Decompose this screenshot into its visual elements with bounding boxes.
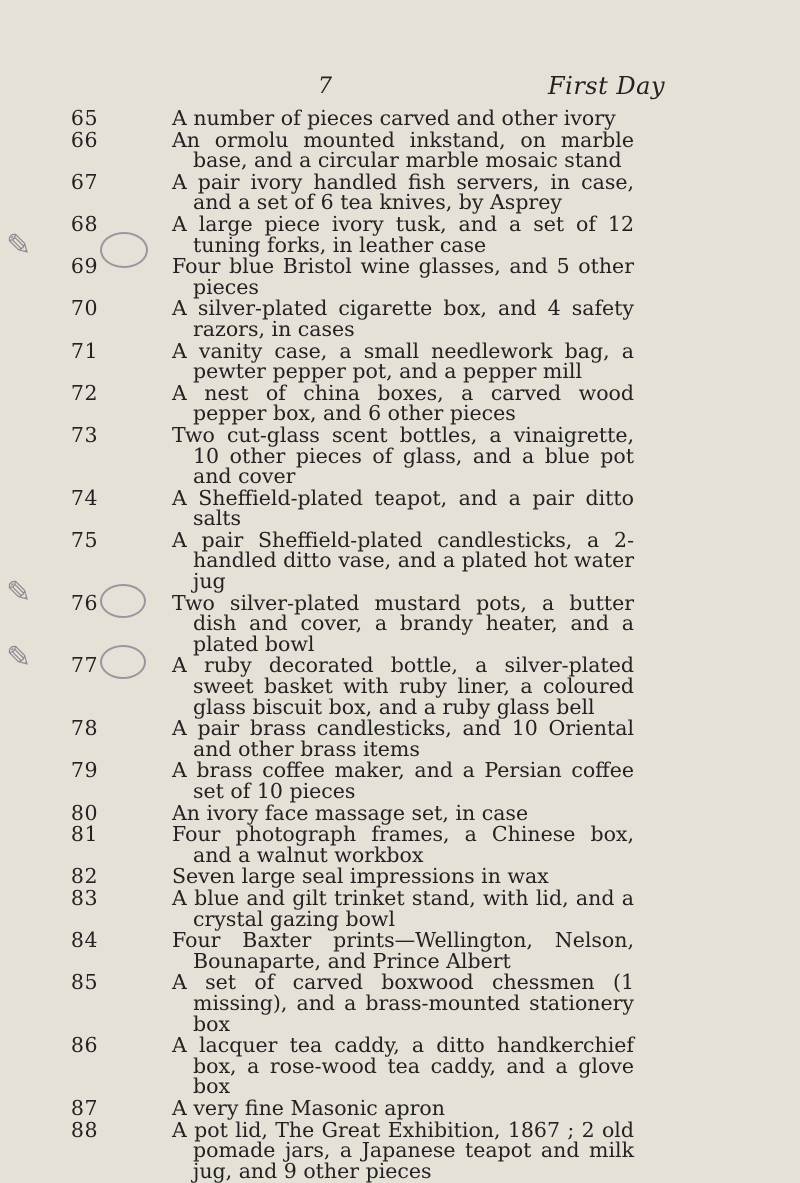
lot-description: A pair Sheffield-plated candlesticks, a 2-handled ditto vase, and a plated hot water jug [172, 527, 634, 594]
lot-item [0, 338, 800, 384]
lot-description: A pair ivory handled fish servers, in case, and a set of 6 tea knives, by Asprey [172, 169, 634, 215]
lot-item [0, 1117, 800, 1183]
lot-number: 81 [70, 822, 98, 847]
lot-number: 69 [70, 254, 98, 279]
lot-description: A pair brass candlesticks, and 10 Oriental and other brass items [172, 716, 634, 761]
lot-description: A ruby decorated bottle, a silver-plated sweet basket with ruby liner, a coloured glass biscuit box, and a ruby glass bell [172, 653, 634, 719]
lot-number: 65 [70, 106, 98, 130]
lot-description: A silver-plated cigarette box, and 4 safety razors, in cases [172, 296, 634, 341]
lot-item [0, 800, 800, 825]
lot-number: 68 [70, 211, 98, 236]
lot-number: 83 [70, 885, 98, 910]
handwritten-mark-left-2: ✎ [6, 575, 32, 610]
lot-number: 79 [70, 758, 98, 783]
lot-number: 67 [70, 169, 98, 194]
lot-item [0, 256, 800, 297]
lot-description: Four photograph frames, a Chinese box, and a walnut workbox [172, 822, 634, 867]
lot-item [0, 380, 800, 426]
lot-item [0, 298, 800, 339]
lot-item [0, 127, 800, 173]
lot-description: A number of pieces carved and other ivory [172, 106, 616, 130]
lot-item [0, 527, 800, 594]
lot-item [0, 108, 800, 129]
page-title: First Day [548, 72, 665, 100]
lot-number: 71 [70, 338, 98, 363]
handwritten-mark-left-3: ✎ [6, 640, 32, 675]
lot-number: 84 [70, 928, 98, 953]
lot-item [0, 1035, 800, 1097]
lot-item [0, 866, 800, 887]
lot-item [0, 1095, 800, 1120]
lot-item [0, 655, 800, 717]
lot-description: Two cut-glass scent bottles, a vinaigrette, 10 other pieces of glass, and a blue pot and cover [172, 422, 634, 489]
lot-description: A vanity case, a small needlework bag, a pewter pepper pot, and a pepper mill [172, 338, 634, 384]
lot-description: A nest of china boxes, a carved wood pepper box, and 6 other pieces [172, 380, 634, 426]
lot-description: Seven large seal impressions in wax [172, 864, 549, 889]
page-number: 7 [318, 74, 332, 99]
lot-number: 73 [70, 422, 98, 447]
lot-description: A brass coffee maker, and a Persian coffee set of 10 pieces [172, 758, 634, 803]
lot-description: Four blue Bristol wine glasses, and 5 other pieces [172, 254, 634, 299]
lot-description: A lacquer tea caddy, a ditto handkerchief box, a rose-wood tea caddy, and a glove box [172, 1033, 634, 1099]
lot-number: 70 [70, 296, 98, 321]
lot-item [0, 885, 800, 931]
lot-description: Four Baxter prints—Wellington, Nelson, Bounaparte, and Prince Albert [172, 928, 634, 973]
lot-number: 86 [70, 1033, 98, 1058]
lot-number: 76 [70, 590, 98, 615]
lot-item [0, 760, 800, 801]
lot-description: An ivory face massage set, in case [172, 800, 529, 825]
lot-number: 87 [70, 1095, 98, 1120]
lot-number: 80 [70, 800, 98, 825]
lot-item [0, 972, 800, 1034]
lot-description: A pot lid, The Great Exhibition, 1867 ; 2 old pomade jars, a Japanese teapot and milk jug, and 9 other pieces [172, 1117, 634, 1183]
lot-number: 88 [70, 1117, 98, 1142]
lot-number: 72 [70, 380, 98, 405]
lot-description: Two silver-plated mustard pots, a butter dish and cover, a brandy heater, and a plated bowl [172, 590, 634, 656]
lot-item [0, 211, 800, 257]
lot-item [0, 930, 800, 971]
page-header [0, 72, 800, 102]
lot-description: A very fine Masonic apron [172, 1095, 445, 1120]
lot-number: 85 [70, 970, 98, 995]
lot-item [0, 169, 800, 215]
lot-item [0, 718, 800, 759]
lot-item [0, 824, 800, 865]
lot-description: A blue and gilt trinket stand, with lid, and a crystal gazing bowl [172, 885, 634, 931]
lot-number: 74 [70, 485, 98, 510]
lot-number: 66 [70, 127, 98, 152]
lot-description: A set of carved boxwood chessmen (1 missing), and a brass-mounted stationery box [172, 970, 634, 1036]
lot-number: 75 [70, 527, 98, 552]
lot-list [0, 108, 800, 1182]
lot-description: A large piece ivory tusk, and a set of 12 tuning forks, in leather case [172, 211, 634, 257]
lot-item [0, 422, 800, 489]
handwritten-mark-left-1: ✎ [6, 228, 32, 263]
lot-number: 82 [70, 864, 98, 889]
lot-number: 77 [70, 653, 98, 678]
lot-item [0, 485, 800, 531]
lot-description: An ormolu mounted inkstand, on marble base, and a circular marble mosaic stand [172, 127, 634, 173]
lot-description: A Sheffield-plated teapot, and a pair ditto salts [172, 485, 634, 531]
lot-item [0, 590, 800, 656]
lot-number: 78 [70, 716, 98, 741]
